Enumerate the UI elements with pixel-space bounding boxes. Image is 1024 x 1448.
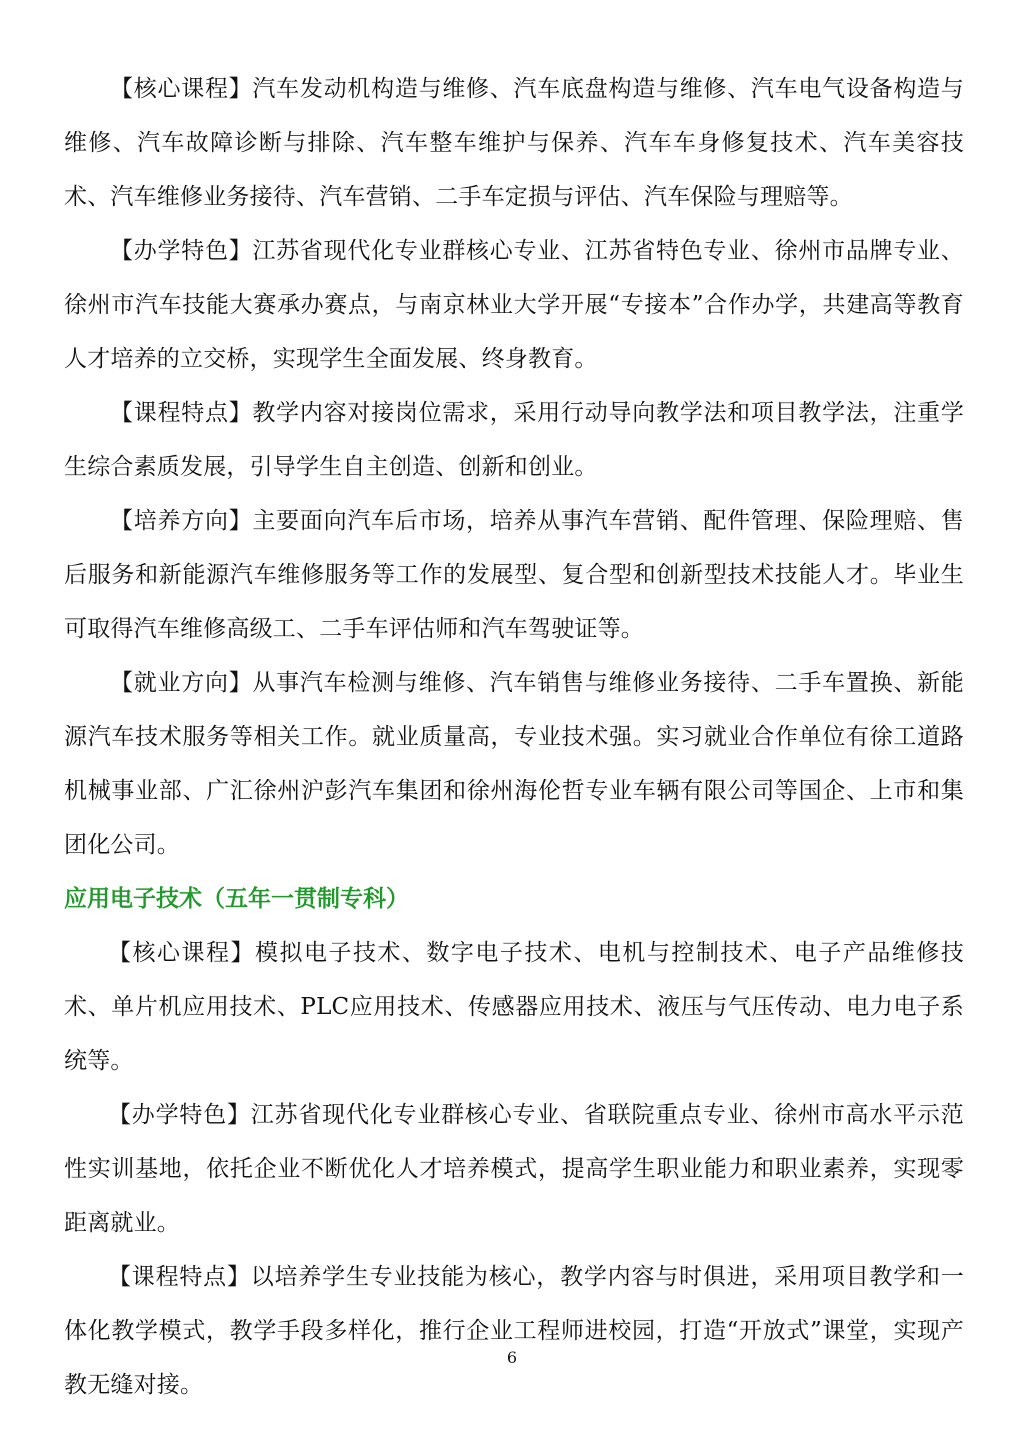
paragraph-electronics-school-features: 【办学特色】江苏省现代化专业群核心专业、省联院重点专业、徐州市高水平示范性实训基地，依托企业不断优化人才培养模式，提高学生职业能力和职业素养，实现零距离就业。 (64, 1102, 964, 1236)
section-title-applied-electronics: 应用电子技术（五年一贯制专科） (64, 885, 409, 912)
paragraph-auto-employment-direction: 【就业方向】从事汽车检测与维修、汽车销售与维修业务接待、二手车置换、新能源汽车技术服务等相关工作。就业质量高，专业技术强。实习就业合作单位有徐工道路机械事业部、广汇徐州沪彭汽车集团和徐州海伦哲专业车辆有限公司等国企、上市和集团化公司。 (64, 670, 964, 858)
page-number: 6 (506, 1348, 518, 1367)
paragraph-auto-core-courses: 【核心课程】汽车发动机构造与维修、汽车底盘构造与维修、汽车电气设备构造与维修、汽车故障诊断与排除、汽车整车维护与保养、汽车车身修复技术、汽车美容技术、汽车维修业务接待、汽车营销、二手车定损与评估、汽车保险与理赔等。 (64, 76, 964, 210)
paragraph-auto-training-direction: 【培养方向】主要面向汽车后市场，培养从事汽车营销、配件管理、保险理赔、售后服务和新能源汽车维修服务等工作的发展型、复合型和创新型技术技能人才。毕业生可取得汽车维修高级工、二手车评估师和汽车驾驶证等。 (64, 508, 964, 642)
paragraph-auto-course-features: 【课程特点】教学内容对接岗位需求，采用行动导向教学法和项目教学法，注重学生综合素质发展，引导学生自主创造、创新和创业。 (64, 400, 964, 480)
paragraph-electronics-course-features: 【课程特点】以培养学生专业技能为核心，教学内容与时俱进，采用项目教学和一体化教学模式，教学手段多样化，推行企业工程师进校园，打造“开放式”课堂，实现产教无缝对接。 (64, 1264, 964, 1398)
paragraph-electronics-core-courses: 【核心课程】模拟电子技术、数字电子技术、电机与控制技术、电子产品维修技术、单片机应用技术、PLC应用技术、传感器应用技术、液压与气压传动、电力电子系统等。 (64, 940, 964, 1074)
document-page (64, 62, 964, 1412)
paragraph-auto-school-features: 【办学特色】江苏省现代化专业群核心专业、江苏省特色专业、徐州市品牌专业、徐州市汽车技能大赛承办赛点，与南京林业大学开展“专接本”合作办学，共建高等教育人才培养的立交桥，实现学生全面发展、终身教育。 (64, 238, 964, 372)
